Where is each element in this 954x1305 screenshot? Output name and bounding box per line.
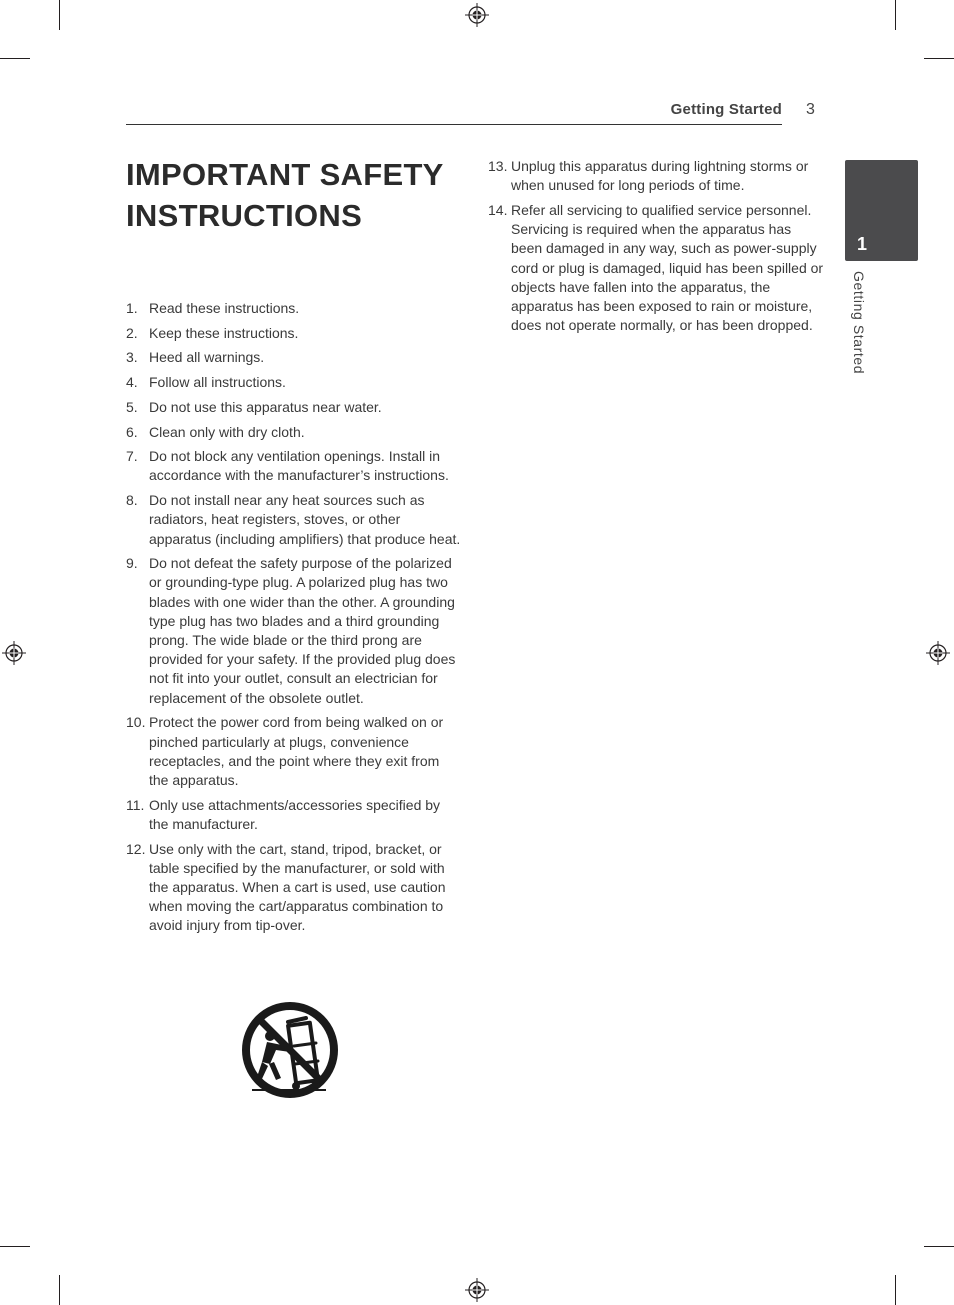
- item-number: 12.: [126, 840, 146, 857]
- item-number: 8.: [126, 492, 138, 509]
- item-text: Use only with the cart, stand, tripod, bracket, or table specified by the manufacturer, or sold with the apparatus. When a cart is used, use caution when moving the cart/apparatus combination to avoid injury from tip-over.: [149, 840, 446, 934]
- item-text: Protect the power cord from being walked on or pinched particularly at plugs, convenience receptacles, and the point where they exit from the apparatus.: [149, 714, 444, 788]
- item-number: 9.: [126, 555, 138, 572]
- item-number: 4.: [126, 374, 138, 391]
- item-number: 7.: [126, 448, 138, 465]
- item-text: Follow all instructions.: [149, 374, 286, 391]
- list-item: [126, 423, 461, 442]
- chapter-number: 1: [857, 234, 868, 254]
- item-number: 2.: [126, 324, 138, 341]
- registration-mark-icon: [465, 3, 489, 27]
- chapter-label: Getting Started: [851, 271, 867, 375]
- item-text: Heed all warnings.: [149, 349, 265, 366]
- list-item: [126, 840, 461, 936]
- list-item: [126, 554, 461, 708]
- registration-mark-icon: [2, 641, 26, 665]
- item-number: 1.: [126, 300, 138, 316]
- item-number: 6.: [126, 423, 138, 440]
- item-number: 11.: [126, 796, 145, 813]
- item-text: Do not block any ventilation openings. Install in accordance with the manufacturer’s instructions.: [149, 448, 449, 484]
- crop-mark: [895, 1275, 896, 1305]
- list-item: [126, 299, 461, 318]
- crop-mark: [59, 0, 60, 30]
- item-text: Refer all servicing to qualified service personnel. Servicing is required when the apparatus has been damaged in any way, such as power-supply cord or plug is damaged, liquid has been spilled or objects have fallen into the apparatus, the apparatus has been exposed to rain or moisture, does not operate normally, or has been dropped.: [511, 201, 824, 334]
- item-text: Do not install near any heat sources such as radiators, heat registers, stoves, or other apparatus (including amplifiers) that produce heat.: [149, 492, 461, 547]
- instructions-list-right: [488, 157, 824, 341]
- item-number: 14.: [488, 201, 508, 218]
- list-item: [488, 201, 824, 335]
- crop-mark: [59, 1275, 60, 1305]
- item-text: Do not defeat the safety purpose of the polarized or grounding-type plug. A polarized plug has two blades with one wider than the other. A grounding type plug has two blades and a third grounding prong. The wide blade or the third prong are provided for your safety. If the provided plug does not fit into your outlet, consult an electrician for replacement of the obsolete outlet.: [149, 555, 456, 706]
- item-number: 5.: [126, 398, 138, 415]
- crop-mark: [0, 1246, 30, 1247]
- crop-mark: [895, 0, 896, 30]
- list-item: [126, 491, 461, 549]
- crop-mark: [924, 1246, 954, 1247]
- list-item: [126, 373, 461, 392]
- item-text: Do not use this apparatus near water.: [149, 398, 382, 415]
- list-item: [488, 157, 824, 195]
- page-title: IMPORTANT SAFETY INSTRUCTIONS: [126, 157, 444, 233]
- list-item: [126, 796, 461, 834]
- crop-mark: [0, 58, 30, 59]
- registration-mark-icon: [926, 641, 950, 665]
- item-text: Only use attachments/accessories specified by the manufacturer.: [149, 796, 441, 832]
- item-text: Unplug this apparatus during lightning storms or when unused for long periods of time.: [511, 158, 809, 194]
- item-text: Read these instructions.: [149, 300, 300, 316]
- page-header: [126, 100, 782, 125]
- chapter-tab: [845, 160, 918, 261]
- section-title: Getting Started: [670, 101, 782, 118]
- list-item: [126, 398, 461, 417]
- item-number: 3.: [126, 349, 138, 366]
- item-text: Clean only with dry cloth.: [149, 423, 305, 440]
- item-number: 10.: [126, 714, 146, 731]
- item-text: Keep these instructions.: [149, 324, 299, 341]
- registration-mark-icon: [465, 1278, 489, 1302]
- list-item: [126, 713, 461, 790]
- item-number: 13.: [488, 158, 508, 174]
- cart-tip-over-warning-icon: [240, 1002, 340, 1100]
- list-item: [126, 324, 461, 343]
- instructions-list-left: [126, 299, 461, 941]
- list-item: [126, 348, 461, 367]
- page-number: 3: [806, 101, 815, 118]
- crop-mark: [924, 58, 954, 59]
- list-item: [126, 447, 461, 485]
